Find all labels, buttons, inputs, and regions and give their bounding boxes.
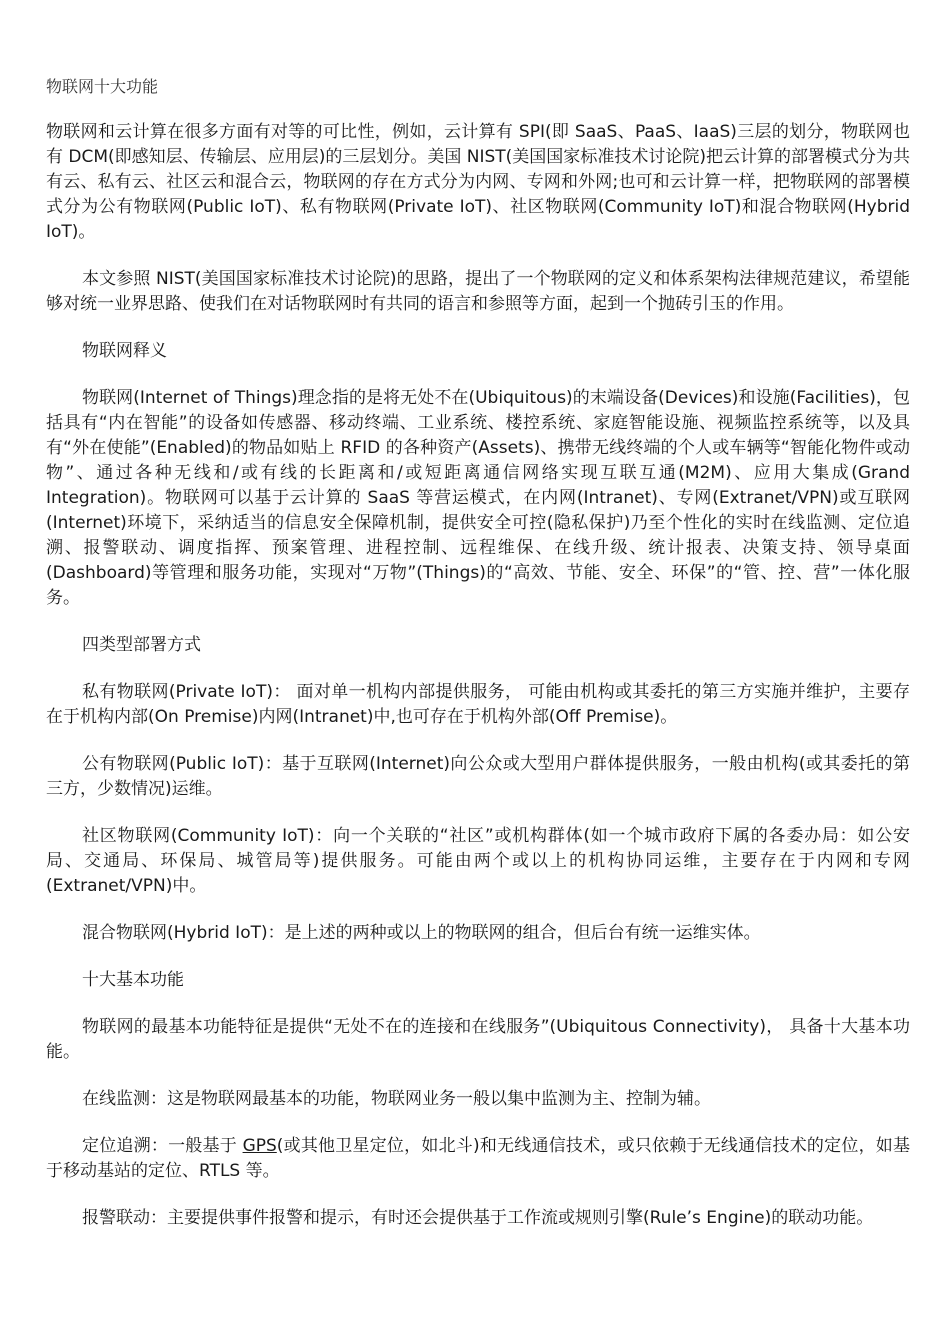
intro-paragraph-1: 物联网和云计算在很多方面有对等的可比性，例如，云计算有 SPI(即 SaaS、PaaS、IaaS)三层的划分，物联网也有 DCM(即感知层、传输层、应用层)的三层划分。美国 NIST(美国国家标准技术讨论院)把云计算的部署模式分为共有云、私有云、社区云和混合云，物联网的存在方式分为内网、专网和外网;也可和云计算一样，把物联网的部署模式分为公有物联网(Public IoT)、私有物联网(Private IoT)、社区物联网(Community IoT)和混合物联网(Hybrid IoT)。 <box>46 122 910 242</box>
section-heading-deployment: 四类型部署方式 <box>82 635 201 655</box>
deployment-community-paragraph: 社区物联网(Community IoT)：向一个关联的“社区”或机构群体(如一个城市政府下属的各委办局：如公安局、交通局、环保局、城管局等)提供服务。可能由两个或以上的机构协同运维，主要存在于内网和专网(Extranet/VPN)中。 <box>46 826 910 896</box>
tracing-text-before: 定位追溯：一般基于 <box>82 1136 243 1156</box>
deployment-hybrid-paragraph: 混合物联网(Hybrid IoT)：是上述的两种或以上的物联网的组合，但后台有统一运维实体。 <box>82 923 761 943</box>
section-heading-functions: 十大基本功能 <box>82 970 184 990</box>
document-title: 物联网十大功能 <box>46 77 159 96</box>
deployment-public-paragraph: 公有物联网(Public IoT)：基于互联网(Internet)向公众或大型用户群体提供服务，一般由机构(或其委托的第三方，少数情况)运维。 <box>46 754 910 799</box>
document-page <box>46 76 910 1253</box>
function-tracing-paragraph <box>46 1134 910 1184</box>
gps-link[interactable]: GPS <box>242 1136 277 1156</box>
functions-intro-paragraph: 物联网的最基本功能特征是提供“无处不在的连接和在线服务”(Ubiquitous Connectivity)， 具备十大基本功能。 <box>46 1017 910 1062</box>
deployment-private-paragraph: 私有物联网(Private IoT)： 面对单一机构内部提供服务， 可能由机构或其委托的第三方实施并维护，主要存在于机构内部(On Premise)内网(Intranet)中,也可存在于机构外部(Off Premise)。 <box>46 682 910 727</box>
definition-paragraph: 物联网(Internet of Things)理念指的是将无处不在(Ubiquitous)的末端设备(Devices)和设施(Facilities)，包括具有“内在智能”的设备如传感器、移动终端、工业系统、楼控系统、家庭智能设施、视频监控系统等，以及具有“外在使能”(Enabled)的物品如贴上 RFID 的各种资产(Assets)、携带无线终端的个人或车辆等“智能化物件或动物”、通过各种无线和/或有线的长距离和/或短距离通信网络实现互联互通(M2M)、应用大集成(Grand Integration)。物联网可以基于云计算的 SaaS 等营运模式，在内网(Intranet)、专网(Extranet/VPN)或互联网(Internet)环境下，采纳适当的信息安全保障机制，提供安全可控(隐私保护)乃至个性化的实时在线监测、定位追溯、报警联动、调度指挥、预案管理、进程控制、远程维保、在线升级、统计报表、决策支持、领导桌面(Dashboard)等管理和服务功能，实现对“万物”(Things)的“高效、节能、安全、环保”的“管、控、营”一体化服务。 <box>46 388 910 608</box>
function-alarm-paragraph: 报警联动：主要提供事件报警和提示，有时还会提供基于工作流或规则引擎(Rule’s Engine)的联动功能。 <box>82 1208 874 1228</box>
section-heading-definition: 物联网释义 <box>82 341 167 361</box>
tracing-text-after: (或其他卫星定位，如北斗)和无线通信技术，或只依赖于无线通信技术的定位，如基于移动基站的定位、RTLS 等。 <box>46 1136 911 1181</box>
function-monitoring-paragraph: 在线监测：这是物联网最基本的功能，物联网业务一般以集中监测为主、控制为辅。 <box>82 1089 711 1109</box>
intro-paragraph-2: 本文参照 NIST(美国国家标准技术讨论院)的思路，提出了一个物联网的定义和体系架构法律规范建议，希望能够对统一业界思路、使我们在对话物联网时有共同的语言和参照等方面，起到一个抛砖引玉的作用。 <box>46 269 910 314</box>
